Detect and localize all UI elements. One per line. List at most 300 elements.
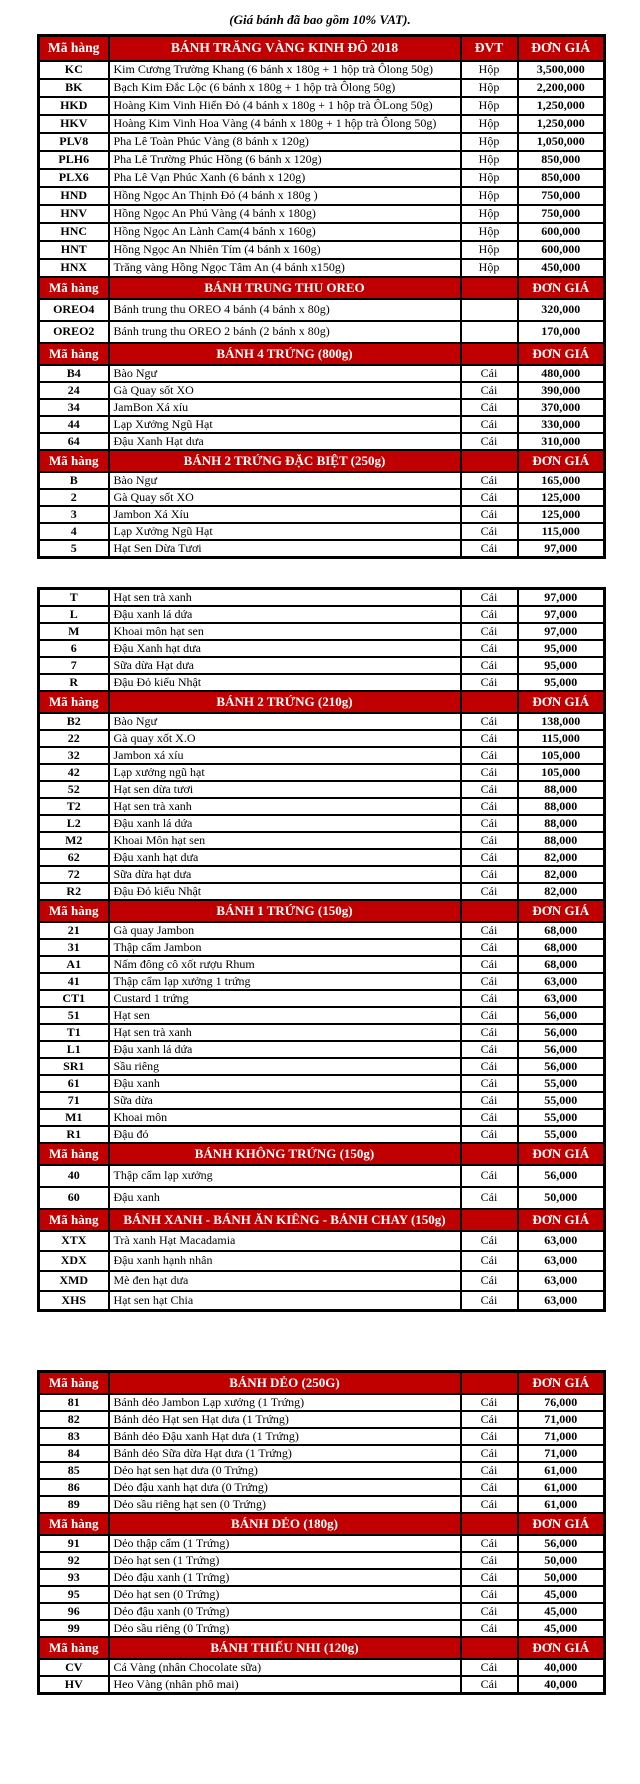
- item-name: Đậu Đỏ kiểu Nhật: [109, 674, 461, 691]
- item-unit: Cái: [461, 416, 518, 433]
- item-price: 63,000: [518, 1271, 605, 1291]
- item-unit: Cái: [461, 1109, 518, 1126]
- price-table-block-2: [37, 587, 606, 1313]
- item-code: HKD: [39, 97, 109, 115]
- item-code: T2: [39, 798, 109, 815]
- item-price: 1,050,000: [518, 133, 605, 151]
- table-row: [39, 1620, 605, 1637]
- item-code: 62: [39, 849, 109, 866]
- item-code: T: [39, 588, 109, 606]
- table-row: [39, 115, 605, 133]
- item-code: SR1: [39, 1058, 109, 1075]
- item-name: Hạt sen hạt Chia: [109, 1291, 461, 1311]
- table-row: [39, 764, 605, 781]
- item-unit: Cái: [461, 1231, 518, 1251]
- section-header-row: [39, 1209, 605, 1231]
- item-code: 72: [39, 866, 109, 883]
- item-name: Nấm đông cô xốt rượu Rhum: [109, 956, 461, 973]
- table-row: [39, 747, 605, 764]
- section-header-row: [39, 900, 605, 922]
- item-code: BK: [39, 79, 109, 97]
- item-unit: Cái: [461, 883, 518, 900]
- item-code: M: [39, 623, 109, 640]
- item-code: 6: [39, 640, 109, 657]
- item-price: 88,000: [518, 781, 605, 798]
- table-row: [39, 1251, 605, 1271]
- item-unit: Cái: [461, 1462, 518, 1479]
- item-unit: Cái: [461, 523, 518, 540]
- item-code: CV: [39, 1659, 109, 1676]
- item-unit: Cái: [461, 990, 518, 1007]
- section-title: BÁNH THIẾU NHI (120g): [109, 1637, 461, 1659]
- table-row: [39, 990, 605, 1007]
- table-row: [39, 956, 605, 973]
- item-unit: Cái: [461, 832, 518, 849]
- item-name: Bạch Kim Đắc Lộc (6 bánh x 180g + 1 hộp trà Ôlong 50g): [109, 79, 461, 97]
- table-row: [39, 540, 605, 558]
- item-name: Pha Lê Toàn Phúc Vàng (8 bánh x 120g): [109, 133, 461, 151]
- item-price: 480,000: [518, 365, 605, 382]
- item-code: HNT: [39, 241, 109, 259]
- section-title: BÁNH XANH - BÁNH ĂN KIÊNG - BÁNH CHAY (150g): [109, 1209, 461, 1231]
- item-unit: Cái: [461, 365, 518, 382]
- item-price: 55,000: [518, 1126, 605, 1143]
- vat-note: (Giá bánh đã bao gồm 10% VAT).: [229, 12, 411, 27]
- table-row: [39, 1411, 605, 1428]
- item-name: Sữa dừa Hạt dưa: [109, 657, 461, 674]
- item-unit: Cái: [461, 973, 518, 990]
- item-unit: Cái: [461, 1445, 518, 1462]
- section-header-row: [39, 36, 605, 61]
- item-code: 81: [39, 1394, 109, 1411]
- item-code: 32: [39, 747, 109, 764]
- item-unit: Cái: [461, 1251, 518, 1271]
- item-unit: Cái: [461, 623, 518, 640]
- item-name: Hồng Ngọc An Thịnh Đỏ (4 bánh x 180g ): [109, 187, 461, 205]
- item-price: 97,000: [518, 623, 605, 640]
- item-code: PLV8: [39, 133, 109, 151]
- item-name: Hạt sen dừa tươi: [109, 781, 461, 798]
- section-title: BÁNH TRĂNG VÀNG KINH ĐÔ 2018: [109, 36, 461, 61]
- item-name: Dẻo đậu xanh hạt dưa (0 Trứng): [109, 1479, 461, 1496]
- item-code: 2: [39, 489, 109, 506]
- section-title: BÁNH KHÔNG TRỨNG (150g): [109, 1143, 461, 1165]
- table-row: [39, 472, 605, 489]
- column-header-price: ĐƠN GIÁ: [518, 277, 605, 299]
- item-unit: Hộp: [461, 97, 518, 115]
- item-name: Đậu xanh lá dứa: [109, 606, 461, 623]
- item-price: 330,000: [518, 416, 605, 433]
- table-row: [39, 832, 605, 849]
- item-unit: Cái: [461, 939, 518, 956]
- item-name: Pha Lê Trường Phúc Hồng (6 bánh x 120g): [109, 151, 461, 169]
- section-header-row: [39, 343, 605, 365]
- table-row: [39, 866, 605, 883]
- column-header-price: ĐƠN GIÁ: [518, 900, 605, 922]
- column-header-code: Mã hàng: [39, 1372, 109, 1394]
- column-header-code: Mã hàng: [39, 691, 109, 713]
- item-price: 63,000: [518, 1251, 605, 1271]
- table-row: [39, 187, 605, 205]
- item-price: 71,000: [518, 1411, 605, 1428]
- item-unit: [461, 299, 518, 321]
- column-header-price: ĐƠN GIÁ: [518, 1209, 605, 1231]
- item-unit: Cái: [461, 866, 518, 883]
- item-unit: Cái: [461, 1041, 518, 1058]
- item-price: 600,000: [518, 241, 605, 259]
- item-price: 88,000: [518, 815, 605, 832]
- item-code: OREO4: [39, 299, 109, 321]
- table-row: [39, 883, 605, 900]
- item-price: 40,000: [518, 1659, 605, 1676]
- item-price: 63,000: [518, 1231, 605, 1251]
- item-code: PLX6: [39, 169, 109, 187]
- item-price: 45,000: [518, 1603, 605, 1620]
- table-row: [39, 1291, 605, 1311]
- item-name: Gà quay xốt X.O: [109, 730, 461, 747]
- item-name: Bào Ngư: [109, 365, 461, 382]
- item-name: Hoàng Kim Vinh Hoa Vàng (4 bánh x 180g + 1 hộp trà Ôlong 50g): [109, 115, 461, 133]
- item-unit: Hộp: [461, 151, 518, 169]
- item-code: 40: [39, 1165, 109, 1187]
- column-header-price: ĐƠN GIÁ: [518, 691, 605, 713]
- item-unit: Cái: [461, 730, 518, 747]
- item-unit: Cái: [461, 588, 518, 606]
- item-unit: Cái: [461, 506, 518, 523]
- table-row: [39, 365, 605, 382]
- item-code: 42: [39, 764, 109, 781]
- item-unit: Cái: [461, 1496, 518, 1513]
- item-unit: Cái: [461, 1676, 518, 1694]
- item-price: 61,000: [518, 1462, 605, 1479]
- item-name: Jambon Xá Xíu: [109, 506, 461, 523]
- item-code: M2: [39, 832, 109, 849]
- table-row: [39, 1603, 605, 1620]
- item-name: Dẻo sầu riêng (0 Trứng): [109, 1620, 461, 1637]
- item-code: XDX: [39, 1251, 109, 1271]
- item-name: Gà quay Jambon: [109, 922, 461, 939]
- table-row: [39, 1586, 605, 1603]
- price-table-block-3: [37, 1370, 606, 1695]
- table-row: [39, 730, 605, 747]
- item-price: 56,000: [518, 1165, 605, 1187]
- table-row: [39, 849, 605, 866]
- item-name: Đậu Xanh hạt dưa: [109, 640, 461, 657]
- table-row: [39, 1496, 605, 1513]
- item-unit: Cái: [461, 1187, 518, 1209]
- item-name: Hạt sen trà xanh: [109, 588, 461, 606]
- item-price: 125,000: [518, 489, 605, 506]
- table-row: [39, 151, 605, 169]
- table-row: [39, 1075, 605, 1092]
- item-price: 3,500,000: [518, 61, 605, 79]
- item-code: L2: [39, 815, 109, 832]
- item-unit: Cái: [461, 1603, 518, 1620]
- item-name: Đậu xanh hạt dưa: [109, 849, 461, 866]
- column-header-code: Mã hàng: [39, 1209, 109, 1231]
- item-code: T1: [39, 1024, 109, 1041]
- item-name: Bào Ngư: [109, 713, 461, 730]
- table-row: [39, 1126, 605, 1143]
- column-header-price: ĐƠN GIÁ: [518, 343, 605, 365]
- item-unit: Cái: [461, 1586, 518, 1603]
- item-price: 600,000: [518, 223, 605, 241]
- item-code: 82: [39, 1411, 109, 1428]
- table-row: [39, 973, 605, 990]
- item-unit: Cái: [461, 1411, 518, 1428]
- column-header-code: Mã hàng: [39, 1637, 109, 1659]
- item-name: JamBon Xá xíu: [109, 399, 461, 416]
- item-unit: Cái: [461, 489, 518, 506]
- item-code: 22: [39, 730, 109, 747]
- table-row: [39, 97, 605, 115]
- item-name: Gà Quay sốt XO: [109, 489, 461, 506]
- item-name: Khoai môn: [109, 1109, 461, 1126]
- table-row: [39, 61, 605, 79]
- item-price: 97,000: [518, 606, 605, 623]
- item-price: 105,000: [518, 764, 605, 781]
- item-price: 63,000: [518, 990, 605, 1007]
- column-header-unit: [461, 277, 518, 299]
- section-title: BÁNH 4 TRỨNG (800g): [109, 343, 461, 365]
- item-unit: Cái: [461, 1535, 518, 1552]
- column-header-unit: [461, 1209, 518, 1231]
- item-price: 320,000: [518, 299, 605, 321]
- item-code: KC: [39, 61, 109, 79]
- table-row: [39, 169, 605, 187]
- item-price: 55,000: [518, 1075, 605, 1092]
- item-code: 41: [39, 973, 109, 990]
- item-code: L: [39, 606, 109, 623]
- section-header-row: [39, 1637, 605, 1659]
- table-row: [39, 1479, 605, 1496]
- item-unit: Cái: [461, 1075, 518, 1092]
- item-unit: Cái: [461, 1024, 518, 1041]
- item-unit: Hộp: [461, 187, 518, 205]
- item-name: Sữa dừa hạt dưa: [109, 866, 461, 883]
- table-row: [39, 588, 605, 606]
- column-header-unit: [461, 450, 518, 472]
- item-name: Lạp Xưởng Ngũ Hạt: [109, 523, 461, 540]
- item-price: 165,000: [518, 472, 605, 489]
- table-row: [39, 1187, 605, 1209]
- item-price: 50,000: [518, 1552, 605, 1569]
- item-unit: Cái: [461, 1092, 518, 1109]
- item-name: Đậu xanh: [109, 1187, 461, 1209]
- table-row: [39, 815, 605, 832]
- item-price: 45,000: [518, 1620, 605, 1637]
- table-row: [39, 623, 605, 640]
- price-table-block-1: [37, 34, 606, 559]
- item-code: 61: [39, 1075, 109, 1092]
- table-row: [39, 223, 605, 241]
- item-code: HNC: [39, 223, 109, 241]
- item-name: Dẻo đậu xanh (0 Trứng): [109, 1603, 461, 1620]
- table-row: [39, 241, 605, 259]
- item-code: 85: [39, 1462, 109, 1479]
- item-code: 95: [39, 1586, 109, 1603]
- item-name: Bánh dẻo Đậu xanh Hạt dưa (1 Trứng): [109, 1428, 461, 1445]
- item-unit: Cái: [461, 674, 518, 691]
- item-name: Đậu Đỏ kiểu Nhật: [109, 883, 461, 900]
- item-code: R1: [39, 1126, 109, 1143]
- item-price: 115,000: [518, 730, 605, 747]
- item-price: 71,000: [518, 1428, 605, 1445]
- item-name: Trà xanh Hạt Macadamia: [109, 1231, 461, 1251]
- item-code: 7: [39, 657, 109, 674]
- table-row: [39, 205, 605, 223]
- item-code: OREO2: [39, 321, 109, 343]
- item-name: Hạt sen trà xanh: [109, 1024, 461, 1041]
- item-name: Bánh trung thu OREO 2 bánh (2 bánh x 80g): [109, 321, 461, 343]
- column-header-price: ĐƠN GIÁ: [518, 1372, 605, 1394]
- price-tables-container: [0, 34, 640, 1695]
- item-price: 40,000: [518, 1676, 605, 1694]
- item-price: 95,000: [518, 640, 605, 657]
- item-price: 56,000: [518, 1058, 605, 1075]
- item-name: Dẻo hạt sen (0 Trứng): [109, 1586, 461, 1603]
- item-price: 1,250,000: [518, 115, 605, 133]
- item-price: 55,000: [518, 1092, 605, 1109]
- column-header-code: Mã hàng: [39, 1143, 109, 1165]
- table-row: [39, 606, 605, 623]
- item-unit: Cái: [461, 382, 518, 399]
- column-header-price: ĐƠN GIÁ: [518, 1637, 605, 1659]
- table-row: [39, 640, 605, 657]
- section-header-row: [39, 1372, 605, 1394]
- table-row: [39, 1271, 605, 1291]
- item-unit: Hộp: [461, 223, 518, 241]
- item-code: 83: [39, 1428, 109, 1445]
- item-unit: Cái: [461, 1659, 518, 1676]
- item-name: Đậu Xanh Hạt dưa: [109, 433, 461, 450]
- column-header-unit: [461, 1143, 518, 1165]
- table-row: [39, 1659, 605, 1676]
- item-price: 56,000: [518, 1041, 605, 1058]
- item-name: Bánh dẻo Hạt sen Hạt dưa (1 Trứng): [109, 1411, 461, 1428]
- item-code: 84: [39, 1445, 109, 1462]
- item-price: 61,000: [518, 1496, 605, 1513]
- item-price: 97,000: [518, 588, 605, 606]
- item-unit: Cái: [461, 798, 518, 815]
- table-row: [39, 1462, 605, 1479]
- table-row: [39, 798, 605, 815]
- item-name: Kim Cương Trường Khang (6 bánh x 180g + 1 hộp trà Ôlong 50g): [109, 61, 461, 79]
- item-price: 390,000: [518, 382, 605, 399]
- item-price: 68,000: [518, 956, 605, 973]
- item-price: 850,000: [518, 151, 605, 169]
- column-header-code: Mã hàng: [39, 36, 109, 61]
- column-header-price: ĐƠN GIÁ: [518, 1513, 605, 1535]
- table-row: [39, 523, 605, 540]
- item-price: 2,200,000: [518, 79, 605, 97]
- item-unit: Cái: [461, 922, 518, 939]
- section-title: BÁNH TRUNG THU OREO: [109, 277, 461, 299]
- item-unit: Hộp: [461, 205, 518, 223]
- item-unit: Cái: [461, 1007, 518, 1024]
- item-code: HV: [39, 1676, 109, 1694]
- item-unit: Hộp: [461, 133, 518, 151]
- item-name: Dẻo thập cẩm (1 Trứng): [109, 1535, 461, 1552]
- column-header-code: Mã hàng: [39, 1513, 109, 1535]
- item-code: B4: [39, 365, 109, 382]
- item-price: 56,000: [518, 1024, 605, 1041]
- item-price: 750,000: [518, 205, 605, 223]
- item-name: Lạp xưởng ngũ hạt: [109, 764, 461, 781]
- column-header-code: Mã hàng: [39, 450, 109, 472]
- item-unit: Cái: [461, 815, 518, 832]
- item-price: 1,250,000: [518, 97, 605, 115]
- item-code: 99: [39, 1620, 109, 1637]
- item-name: Thập cẩm lạp xưởng: [109, 1165, 461, 1187]
- item-name: Bánh trung thu OREO 4 bánh (4 bánh x 80g): [109, 299, 461, 321]
- item-price: 95,000: [518, 657, 605, 674]
- item-code: 96: [39, 1603, 109, 1620]
- item-unit: Hộp: [461, 79, 518, 97]
- item-unit: Hộp: [461, 259, 518, 277]
- item-code: R2: [39, 883, 109, 900]
- column-header-code: Mã hàng: [39, 277, 109, 299]
- item-unit: Cái: [461, 657, 518, 674]
- item-name: Đậu xanh lá dứa: [109, 1041, 461, 1058]
- column-header-code: Mã hàng: [39, 343, 109, 365]
- item-name: Hạt sen trà xanh: [109, 798, 461, 815]
- item-unit: Cái: [461, 540, 518, 558]
- item-unit: Hộp: [461, 61, 518, 79]
- item-unit: Cái: [461, 1569, 518, 1586]
- item-code: 31: [39, 939, 109, 956]
- item-code: B2: [39, 713, 109, 730]
- item-unit: Cái: [461, 606, 518, 623]
- item-price: 82,000: [518, 883, 605, 900]
- item-code: XMD: [39, 1271, 109, 1291]
- item-code: 44: [39, 416, 109, 433]
- item-name: Trăng vàng Hồng Ngọc Tâm An (4 bánh x150g): [109, 259, 461, 277]
- item-unit: Cái: [461, 747, 518, 764]
- item-price: 63,000: [518, 973, 605, 990]
- item-price: 125,000: [518, 506, 605, 523]
- table-row: [39, 382, 605, 399]
- table-row: [39, 1109, 605, 1126]
- item-name: Đậu đỏ: [109, 1126, 461, 1143]
- item-unit: Cái: [461, 1479, 518, 1496]
- table-row: [39, 399, 605, 416]
- item-price: 45,000: [518, 1586, 605, 1603]
- section-title: BÁNH DẺO (180g): [109, 1513, 461, 1535]
- item-unit: Cái: [461, 433, 518, 450]
- item-unit: Cái: [461, 1552, 518, 1569]
- item-name: Hạt Sen Dừa Tươi: [109, 540, 461, 558]
- item-unit: Cái: [461, 956, 518, 973]
- table-row: [39, 674, 605, 691]
- item-unit: Cái: [461, 1394, 518, 1411]
- item-name: Dẻo sầu riêng hạt sen (0 Trứng): [109, 1496, 461, 1513]
- item-name: Đậu xanh: [109, 1075, 461, 1092]
- table-row: [39, 1165, 605, 1187]
- item-code: HND: [39, 187, 109, 205]
- item-name: Sữa dừa: [109, 1092, 461, 1109]
- table-row: [39, 1569, 605, 1586]
- section-header-row: [39, 277, 605, 299]
- item-price: 50,000: [518, 1187, 605, 1209]
- item-unit: Cái: [461, 1058, 518, 1075]
- table-row: [39, 299, 605, 321]
- item-name: Thập cẩm Jambon: [109, 939, 461, 956]
- table-row: [39, 713, 605, 730]
- table-row: [39, 1041, 605, 1058]
- item-name: Dẻo hạt sen (1 Trứng): [109, 1552, 461, 1569]
- item-unit: Cái: [461, 640, 518, 657]
